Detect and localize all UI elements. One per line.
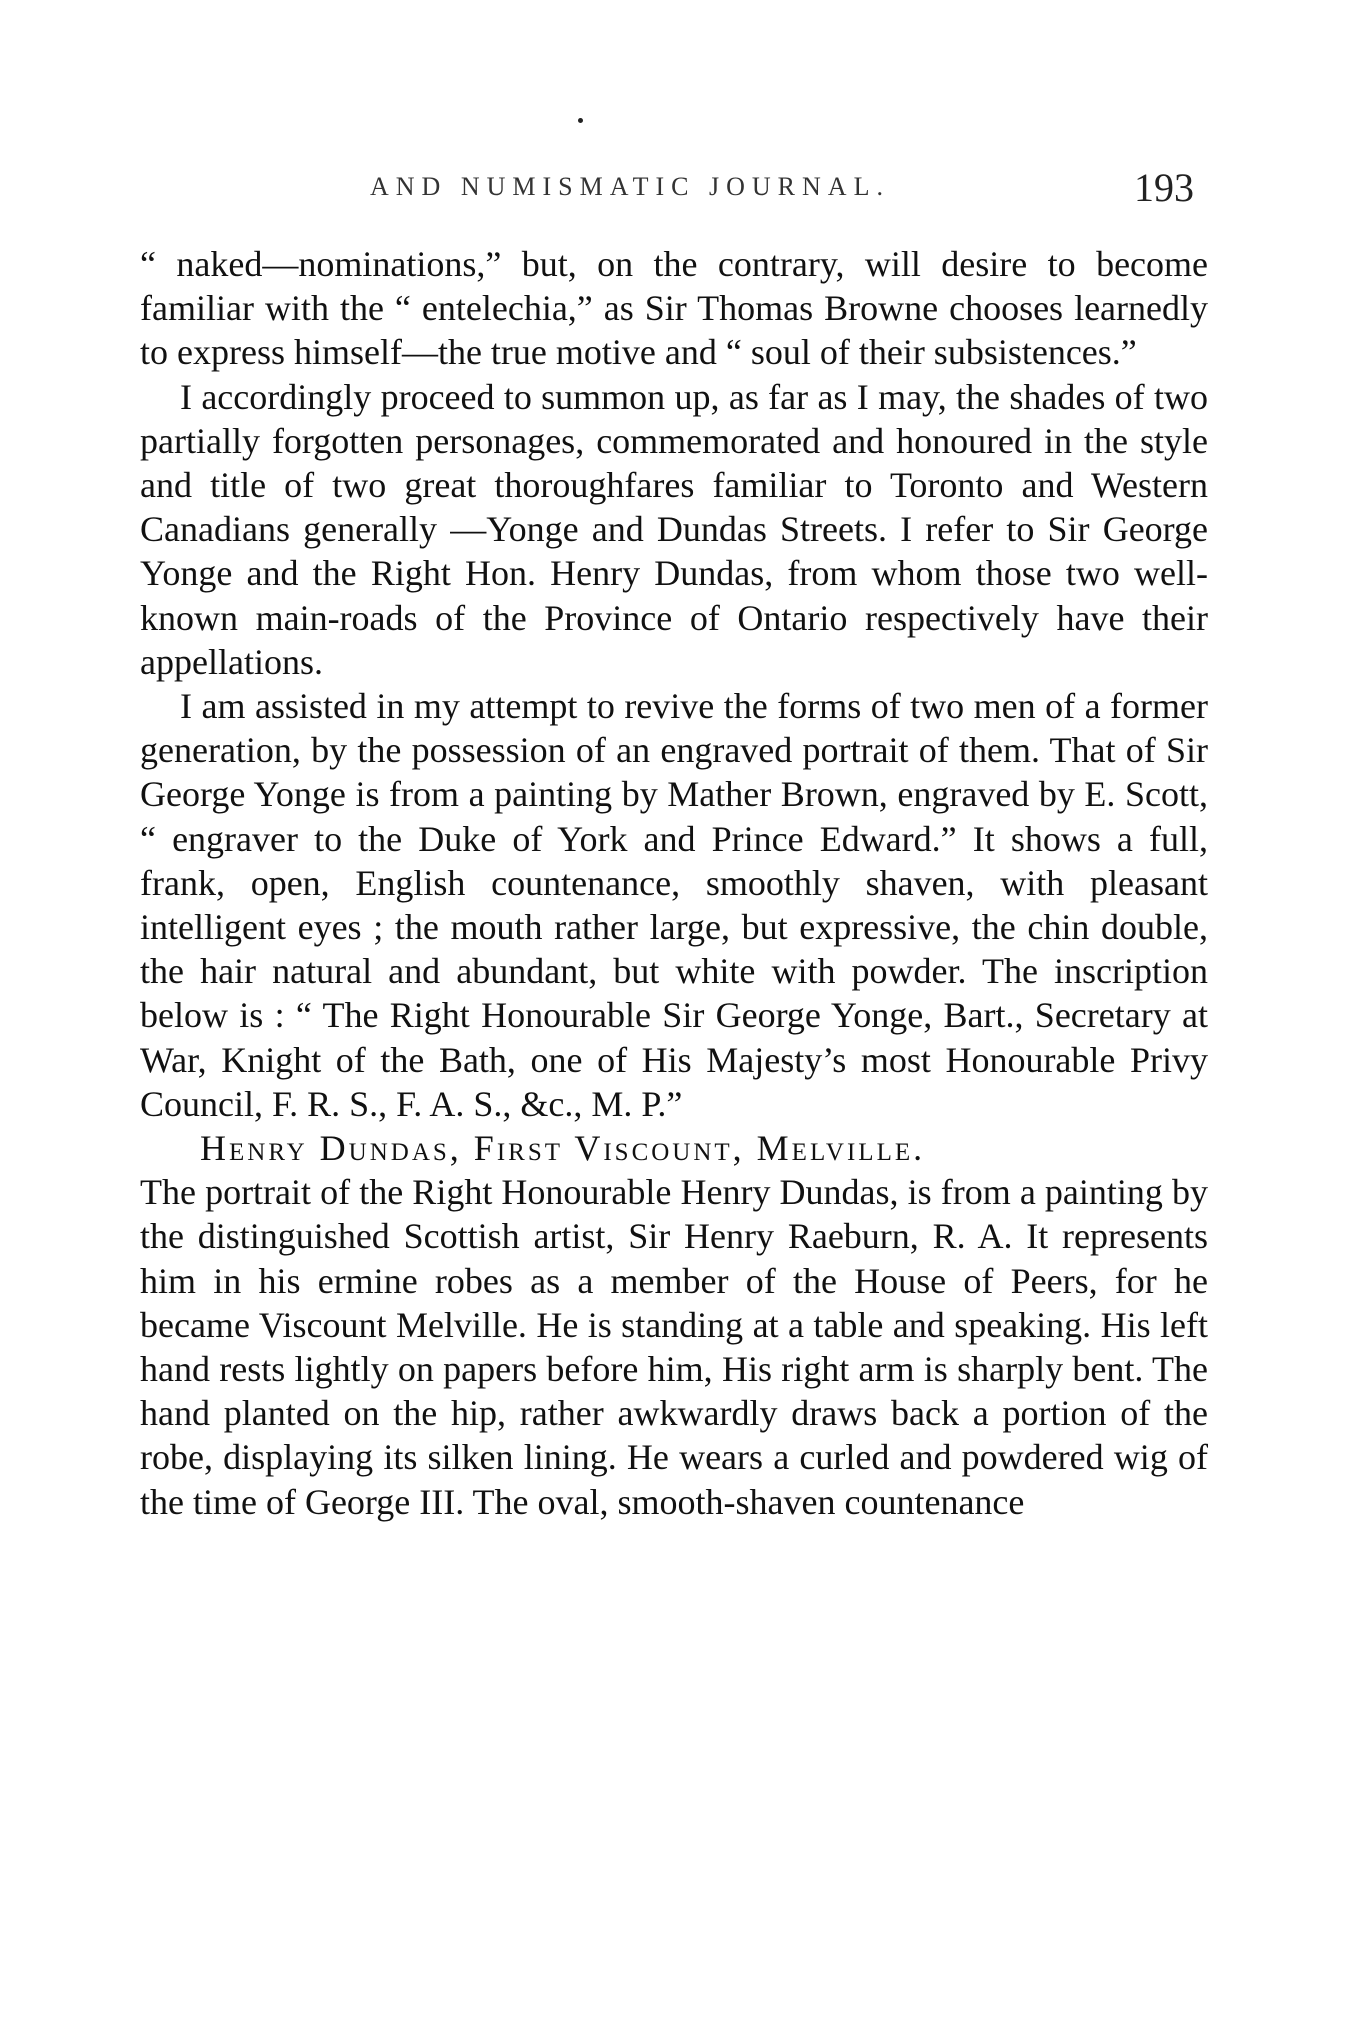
paragraph-2: I accordingly proceed to summon up, as far as I may, the shades of two partially forgotten personages, commemorated and honoured in the style and title of two great thoroughfares familiar to Toronto and Western Canadians generally —Yonge and Dundas Streets. I refer to Sir George Yonge and the Right Hon. Henry Dundas, from whom those two well-known main-roads of the Province of Ontario respectively have their appellations.	[140, 376, 1208, 682]
section-heading: Henry Dundas, First Viscount, Melville.	[200, 1128, 926, 1169]
page-number: 193	[1134, 165, 1194, 210]
paragraph-3: I am assisted in my attempt to revive the forms of two men of a former generation, by the possession of an engraved portrait of them. That of Sir George Yonge is from a painting by Mather Brown, engraved by E. Scott, “ engraver to the Duke of York and Prince Edward.” It shows a full, frank, open, English countenance, smoothly shaven, with pleasant intelligent eyes ; the mouth rather large, but expressive, the chin double, the hair natural and abundant, but white with powder. The inscription below is : “ The Right Honourable Sir George Yonge, Bart., Secretary at War, Knight of the Bath, one of His Majesty’s most Honourable Privy Council, F. R. S., F. A. S., &c., M. P.”	[140, 686, 1208, 1124]
body-text	[140, 242, 1208, 1524]
ink-speck	[578, 118, 583, 123]
running-head: AND NUMISMATIC JOURNAL.	[370, 172, 890, 201]
paragraph-4: The portrait of the Right Honourable Henry Dundas, is from a painting by the distinguished Scottish artist, Sir Henry Raeburn, R. A. It represents him in his ermine robes as a member of the House of Peers, for he became Viscount Melville. He is standing at a table and speaking. His left hand rests lightly on papers before him, His right arm is sharply bent. The hand planted on the hip, rather awkwardly draws back a portion of the robe, displaying its silken lining. He wears a curled and powdered wig of the time of George III. The oval, smooth-shaven countenance	[140, 1172, 1208, 1522]
paragraph-1: “ naked—nominations,” but, on the contrary, will desire to become familiar with the “ entelechia,” as Sir Thomas Browne chooses learnedly to express himself—the true motive and “ soul of their subsistences.”	[140, 244, 1208, 373]
